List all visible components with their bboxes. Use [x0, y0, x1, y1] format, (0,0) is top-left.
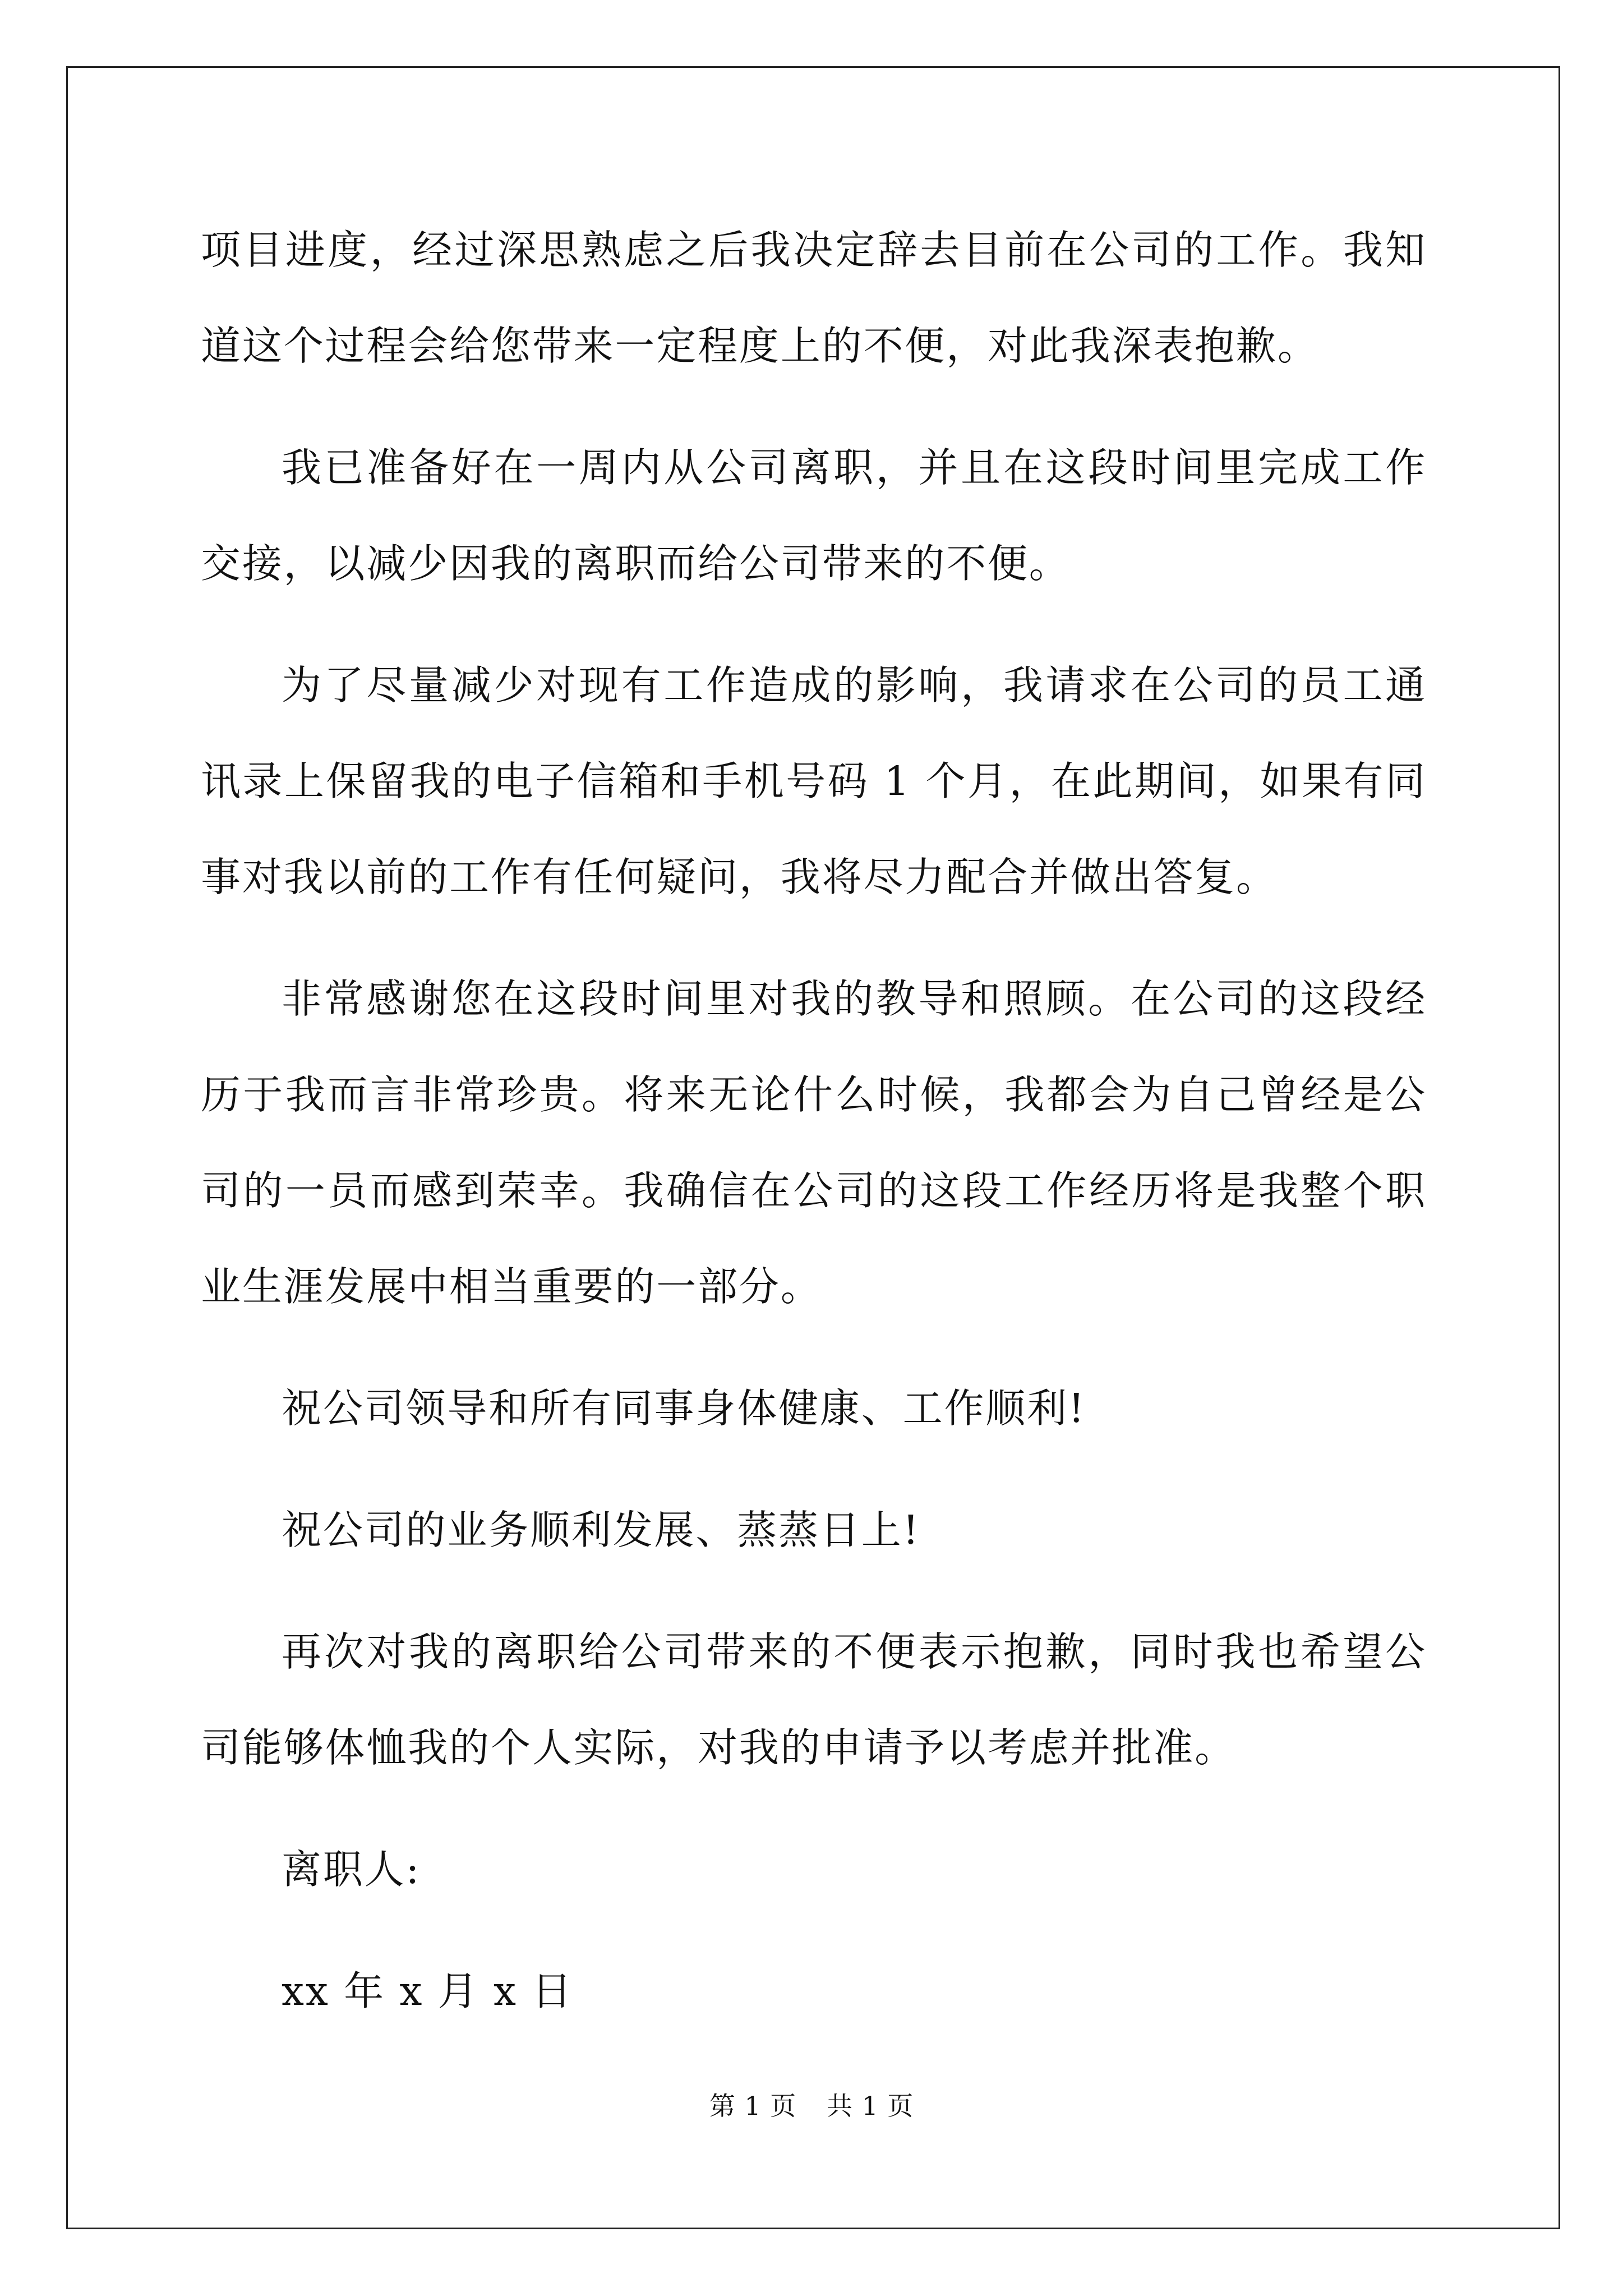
page-total: 共 1 页 — [827, 2091, 914, 2121]
wish-company: 祝公司的业务顺利发展、蒸蒸日上! — [282, 1507, 920, 1553]
signature-label: 离职人: — [282, 1846, 421, 1893]
paragraph-1: 项目进度，经过深思熟虑之后我决定辞去目前在公司的工作。我知道这个过程会给您带来一定程度上的不便，对此我深表抱歉。 — [201, 227, 1427, 369]
paragraph-apology: 再次对我的离职给公司带来的不便表示抱歉，同时我也希望公司能够体恤我的个人实际，对我的申请予以考虑并批准。 — [201, 1628, 1427, 1771]
date-line: xx 年 x 月 x 日 — [282, 1968, 574, 2014]
paragraph-3: 为了尽量减少对现有工作造成的影响，我请求在公司的员工通讯录上保留我的电子信箱和手机号码 1 个月，在此期间，如果有同事对我以前的工作有任何疑问，我将尽力配合并做出答复。 — [201, 662, 1427, 900]
paragraph-2: 我已准备好在一周内从公司离职，并且在这段时间里完成工作交接，以减少因我的离职而给公司带来的不便。 — [201, 444, 1427, 587]
paragraph-4: 非常感谢您在这段时间里对我的教导和照顾。在公司的这段经历于我而言非常珍贵。将来无论什么时候，我都会为自己曾经是公司的一员而感到荣幸。我确信在公司的这段工作经历将是我整个职业生涯发展中相当重要的一部分。 — [201, 976, 1427, 1310]
page-footer — [0, 2086, 1623, 2123]
letter-body — [201, 202, 1427, 2065]
page-number: 第 1 页 — [709, 2091, 796, 2121]
wish-colleagues: 祝公司领导和所有同事身体健康、工作顺利! — [282, 1385, 1086, 1432]
